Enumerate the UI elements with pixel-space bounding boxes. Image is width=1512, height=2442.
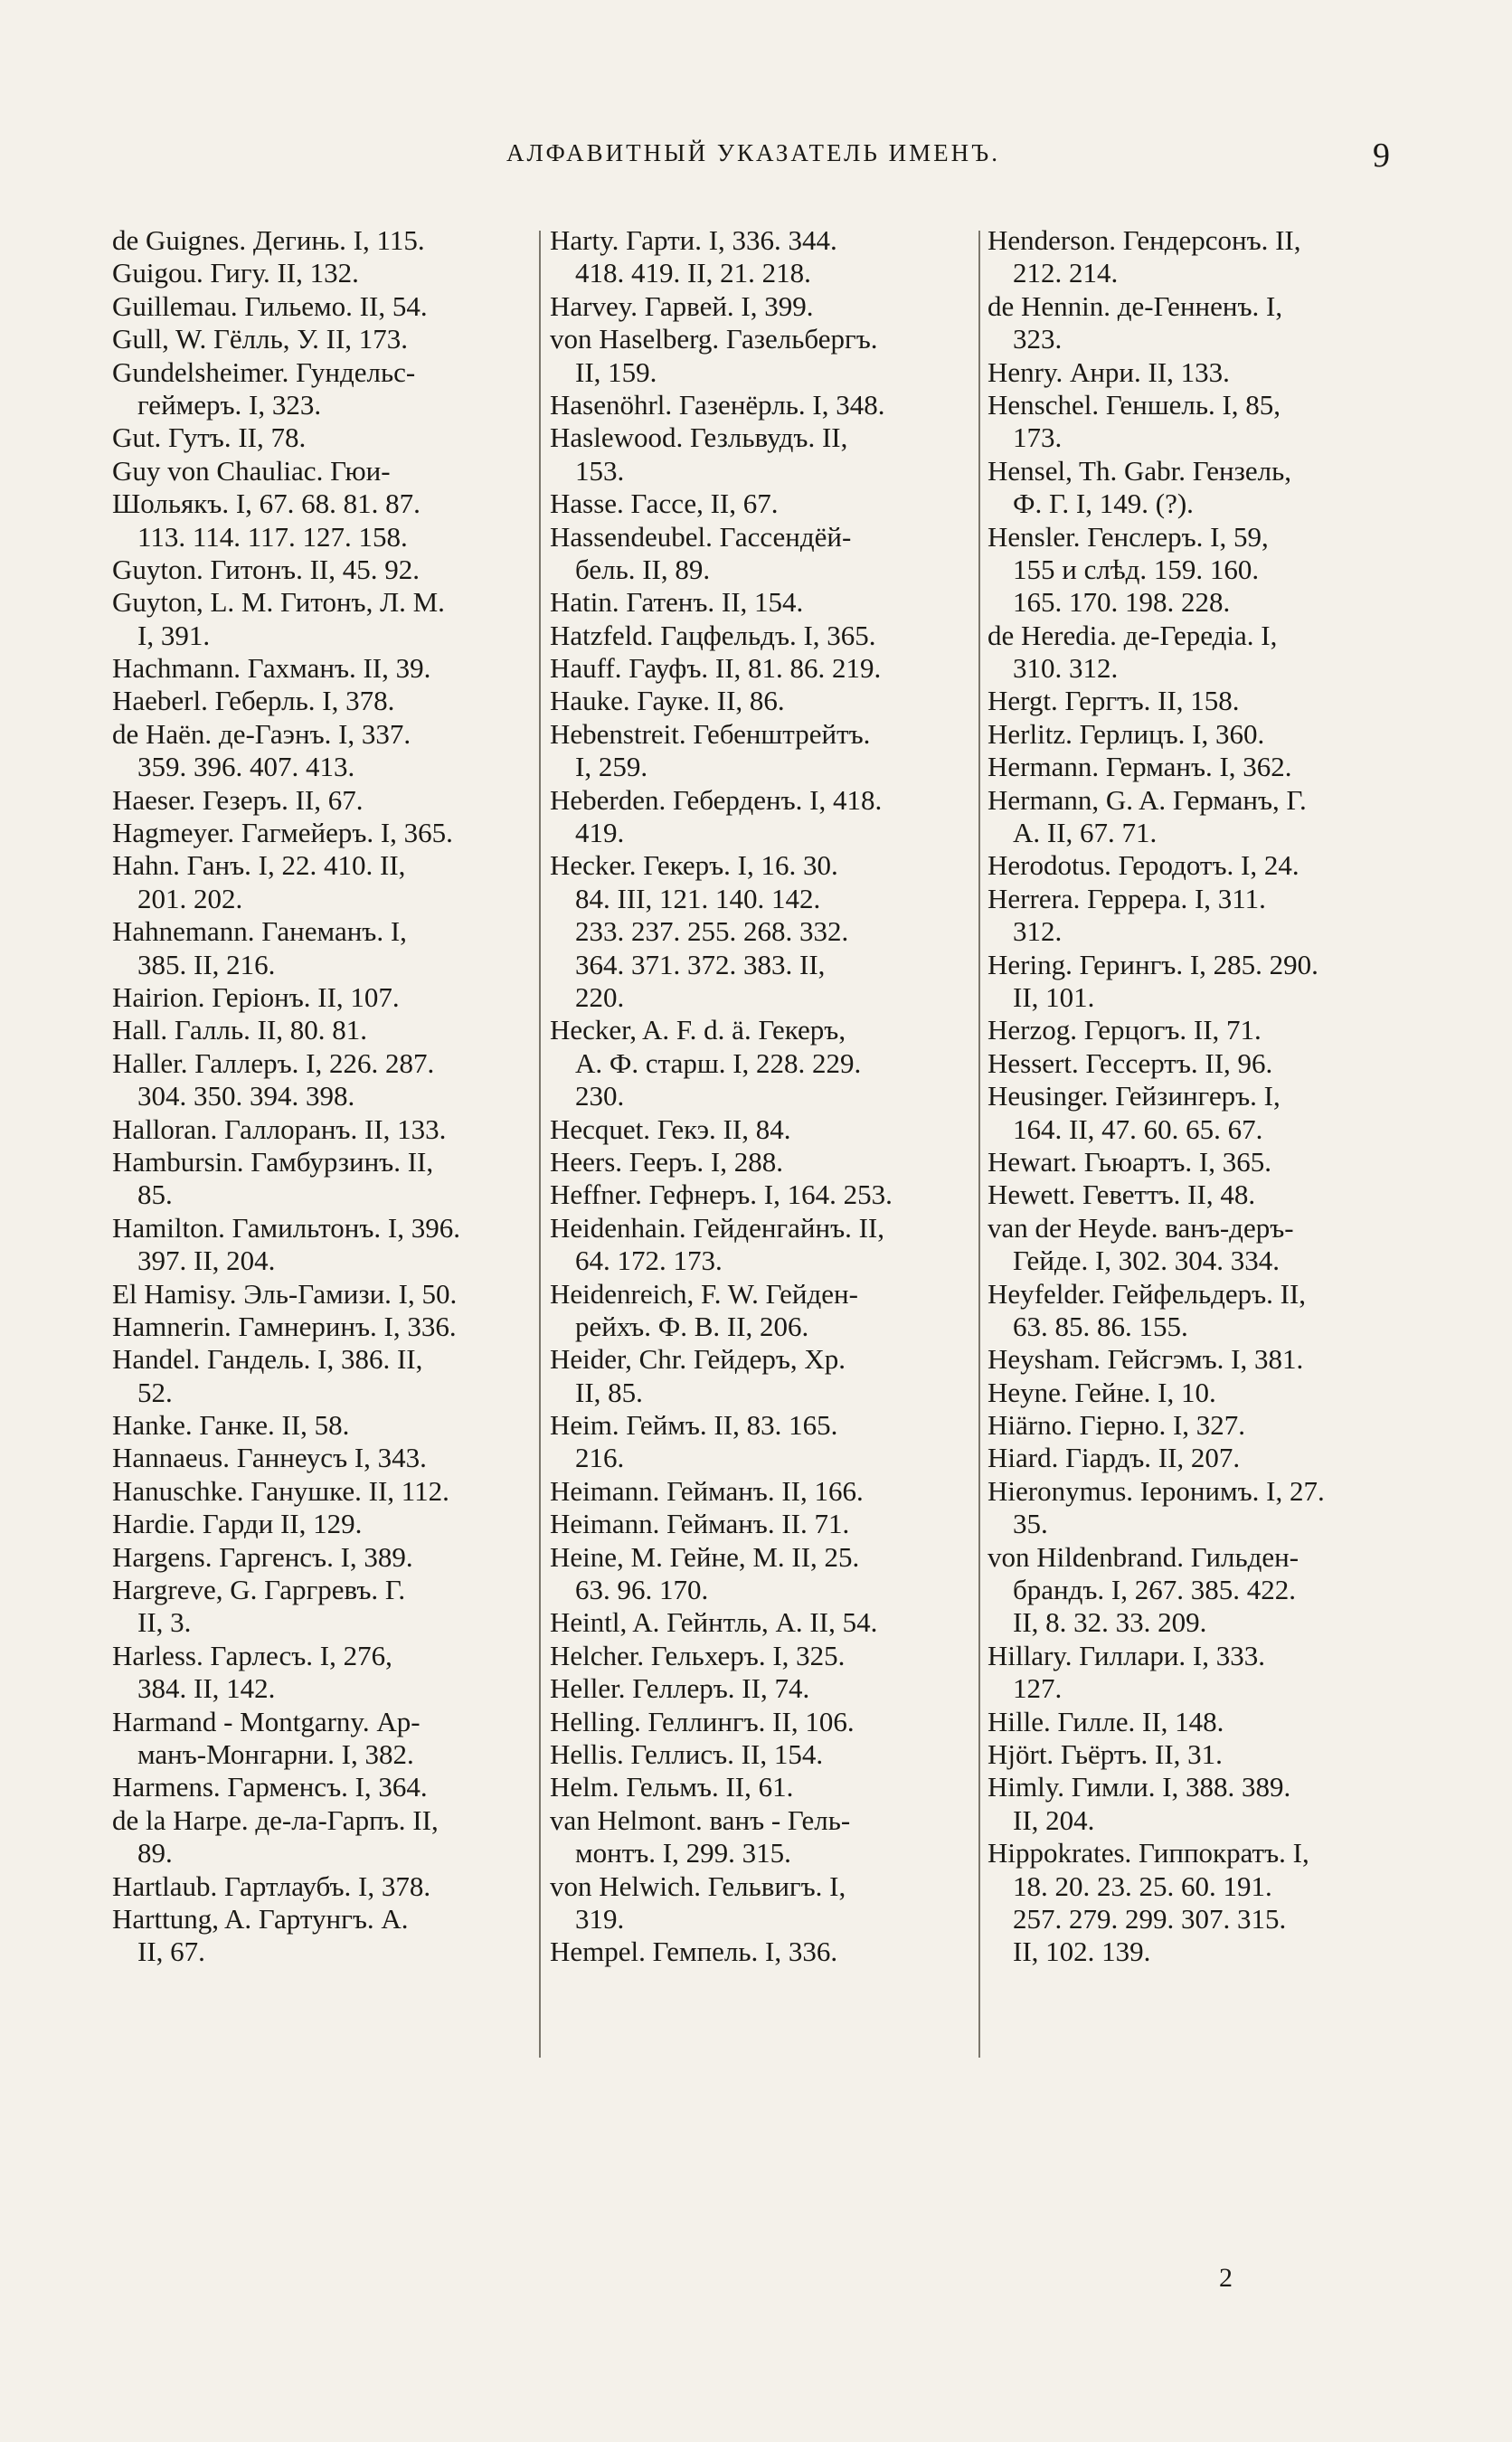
index-entry-continuation: 35. xyxy=(1013,1508,1048,1540)
index-entry-continuation: 323. xyxy=(1013,323,1063,355)
index-entry-continuation: 164. II, 47. 60. 65. 67. xyxy=(1013,1112,1263,1145)
column-rule xyxy=(978,231,980,2058)
index-entry-continuation: 63. 85. 86. 155. xyxy=(1013,1310,1188,1342)
index-entry-continuation: 359. 396. 407. 413. xyxy=(137,751,355,783)
index-entry: Herrera. Геррера. I, 311. xyxy=(988,882,1266,914)
index-entry: Hanuschke. Ганушке. II, 112. xyxy=(112,1474,449,1507)
index-entry: Hille. Гилле. II, 148. xyxy=(988,1705,1224,1737)
index-entry-continuation: 173. xyxy=(1013,421,1063,454)
index-entry-continuation: 257. 279. 299. 307. 315. xyxy=(1013,1902,1287,1935)
printer-signature-mark: 2 xyxy=(1219,2263,1233,2293)
index-entry: Hagmeyer. Гагмейеръ. I, 365. xyxy=(112,817,453,849)
index-entry: Hieronymus. Іеронимъ. I, 27. xyxy=(988,1474,1325,1507)
column-rule xyxy=(539,231,541,2058)
index-entry-continuation: 385. II, 216. xyxy=(137,948,276,980)
index-entry: Hjört. Гьёртъ. II, 31. xyxy=(988,1737,1223,1770)
index-entry-continuation: II, 204. xyxy=(1013,1803,1095,1836)
index-entry: Hasenöhrl. Газенёрль. I, 348. xyxy=(550,388,885,421)
index-entry: Hebenstreit. Гебенштрейтъ. xyxy=(550,717,871,750)
index-entry: Hecquet. Гекэ. II, 84. xyxy=(550,1112,791,1145)
index-entry: Hewart. Гьюартъ. I, 365. xyxy=(988,1145,1271,1178)
index-entry: Himly. Гимли. I, 388. 389. xyxy=(988,1771,1291,1803)
index-entry-continuation: II, 159. xyxy=(575,355,657,388)
index-entry: Gut. Гутъ. II, 78. xyxy=(112,421,307,454)
index-entry: Heyfelder. Гейфельдеръ. II, xyxy=(988,1277,1307,1310)
index-entry: Hellis. Геллисъ. II, 154. xyxy=(550,1737,824,1770)
index-entry: Harmand - Montgarny. Ар- xyxy=(112,1705,421,1737)
index-entry: Hessert. Гессертъ. II, 96. xyxy=(988,1046,1273,1079)
index-entry: Hargreve, G. Гаргревъ. Г. xyxy=(112,1574,406,1606)
index-entry-continuation: брандъ. I, 267. 385. 422. xyxy=(1013,1574,1296,1606)
index-entry: Heffner. Гефнеръ. I, 164. 253. xyxy=(550,1178,893,1211)
index-entry-continuation: 18. 20. 23. 25. 60. 191. xyxy=(1013,1869,1272,1902)
index-entry-continuation: II, 85. xyxy=(575,1376,643,1408)
index-entry: Hasse. Гассе, II, 67. xyxy=(550,487,779,520)
index-entry: Halloran. Галлоранъ. II, 133. xyxy=(112,1112,447,1145)
index-entry: de Haën. де-Гаэнъ. I, 337. xyxy=(112,717,411,750)
index-entry-continuation: 155 и слѣд. 159. 160. xyxy=(1013,553,1260,585)
index-entry: van der Heyde. ванъ-деръ- xyxy=(988,1211,1294,1244)
index-entry: Hiärno. Гіерно. I, 327. xyxy=(988,1409,1246,1442)
index-entry-continuation: 84. III, 121. 140. 142. xyxy=(575,882,821,914)
index-entry: de la Harpe. де-ла-Гарпъ. II, xyxy=(112,1803,439,1836)
index-entry: Guigou. Гигу. II, 132. xyxy=(112,257,359,289)
index-entry: van Helmont. ванъ - Гель- xyxy=(550,1803,851,1836)
index-entry: Hachmann. Гахманъ. II, 39. xyxy=(112,652,431,685)
index-entry: Hall. Галль. II, 80. 81. xyxy=(112,1014,368,1046)
index-entry: von Haselberg. Газельбергъ. xyxy=(550,323,878,355)
index-entry: Hamnerin. Гамнеринъ. I, 336. xyxy=(112,1310,457,1342)
index-column-1 xyxy=(112,224,537,1969)
index-entry: Harttung, A. Гартунгъ. А. xyxy=(112,1902,409,1935)
index-entry: Hippokrates. Гиппократъ. I, xyxy=(988,1837,1309,1869)
index-entry-continuation: рейхъ. Ф. В. II, 206. xyxy=(575,1310,809,1342)
index-entry: Henschel. Геншель. I, 85, xyxy=(988,388,1281,421)
page-number: 9 xyxy=(1373,137,1390,175)
index-entry: Heim. Геймъ. II, 83. 165. xyxy=(550,1409,838,1442)
index-entry: Heimann. Гейманъ. II. 71. xyxy=(550,1508,850,1540)
index-entry: Hergt. Гергтъ. II, 158. xyxy=(988,685,1240,717)
index-entry-continuation: 319. xyxy=(575,1902,625,1935)
index-entry: Hatin. Гатенъ. II, 154. xyxy=(550,586,804,619)
index-entry-continuation: II, 8. 32. 33. 209. xyxy=(1013,1606,1207,1639)
index-entry-continuation: А. II, 67. 71. xyxy=(1013,817,1158,849)
index-entry: Helling. Геллингъ. II, 106. xyxy=(550,1705,855,1737)
index-entry: Heysham. Гейсгэмъ. I, 381. xyxy=(988,1343,1304,1376)
index-entry: Heberden. Геберденъ. I, 418. xyxy=(550,783,883,816)
index-entry: Heintl, A. Гейнтль, А. II, 54. xyxy=(550,1606,878,1639)
index-entry: de Guignes. Дегинь. I, 115. xyxy=(112,224,425,256)
index-entry: Harless. Гарлесъ. I, 276, xyxy=(112,1639,392,1671)
index-entry: Hahnemann. Ганеманъ. I, xyxy=(112,915,407,948)
index-entry-continuation: 384. II, 142. xyxy=(137,1672,276,1705)
index-entry: Hahn. Ганъ. I, 22. 410. II, xyxy=(112,849,406,882)
page-header xyxy=(0,136,1512,190)
index-entry-continuation: А. Ф. старш. I, 228. 229. xyxy=(575,1046,862,1079)
index-entry: Hanke. Ганке. II, 58. xyxy=(112,1409,350,1442)
index-entry: de Heredia. де-Гередіа. I, xyxy=(988,619,1278,651)
index-entry-continuation: 64. 172. 173. xyxy=(575,1245,723,1277)
index-entry: Harty. Гарти. I, 336. 344. xyxy=(550,224,837,256)
index-entry: Helcher. Гельхеръ. I, 325. xyxy=(550,1639,846,1671)
index-entry: Hartlaub. Гартлаубъ. I, 378. xyxy=(112,1869,431,1902)
index-entry-continuation: 85. xyxy=(137,1178,173,1211)
index-entry: Guyton, L. M. Гитонъ, Л. М. xyxy=(112,586,445,619)
index-entry: Heider, Chr. Гейдеръ, Хр. xyxy=(550,1343,846,1376)
index-entry: Haller. Галлеръ. I, 226. 287. xyxy=(112,1046,435,1079)
index-entry: Gundelsheimer. Гундельс- xyxy=(112,355,416,388)
index-entry: Henry. Анри. II, 133. xyxy=(988,355,1230,388)
index-entry-continuation: манъ-Монгарни. I, 382. xyxy=(137,1737,414,1770)
index-entry-continuation: 63. 96. 170. xyxy=(575,1574,709,1606)
index-entry: Heimann. Гейманъ. II, 166. xyxy=(550,1474,864,1507)
index-entry: Hensel, Th. Gabr. Гензель, xyxy=(988,454,1291,487)
index-entry: Heers. Гееръ. I, 288. xyxy=(550,1145,783,1178)
index-entry: von Hildenbrand. Гильден- xyxy=(988,1540,1299,1573)
index-entry: Heine, M. Гейне, М. II, 25. xyxy=(550,1540,860,1573)
index-entry: Herzog. Герцогъ. II, 71. xyxy=(988,1014,1262,1046)
index-entry: Hensler. Генслеръ. I, 59, xyxy=(988,520,1269,553)
index-column-2 xyxy=(550,224,975,1969)
index-entry: Hatzfeld. Гацфельдъ. I, 365. xyxy=(550,619,876,651)
index-entry-continuation: 312. xyxy=(1013,915,1063,948)
index-entry: Henderson. Гендерсонъ. II, xyxy=(988,224,1301,256)
index-entry: Hillary. Гиллари. I, 333. xyxy=(988,1639,1265,1671)
index-entry-continuation: 153. xyxy=(575,454,625,487)
index-entry: Herodotus. Геродотъ. I, 24. xyxy=(988,849,1299,882)
index-entry-continuation: Ф. Г. I, 149. (?). xyxy=(1013,487,1194,520)
index-entry: Hannaeus. Ганнеусъ I, 343. xyxy=(112,1442,427,1474)
index-entry-continuation: 216. xyxy=(575,1442,625,1474)
index-entry: Hermann, G. A. Германъ, Г. xyxy=(988,783,1307,816)
index-entry: Hauke. Гауке. II, 86. xyxy=(550,685,785,717)
index-entry: Hermann. Германъ. I, 362. xyxy=(988,751,1292,783)
index-entry: Haslewood. Гезльвудъ. II, xyxy=(550,421,848,454)
index-entry: El Hamisy. Эль-Гамизи. I, 50. xyxy=(112,1277,458,1310)
index-column-3 xyxy=(988,224,1420,1969)
index-entry-continuation: I, 259. xyxy=(575,751,648,783)
index-entry-continuation: бель. II, 89. xyxy=(575,553,711,585)
index-entry-continuation: 52. xyxy=(137,1376,173,1408)
running-title: АЛФАВИТНЫЙ УКАЗАТЕЛЬ ИМЕНЪ. xyxy=(506,139,1000,166)
index-entry: Hauff. Гауфъ. II, 81. 86. 219. xyxy=(550,652,882,685)
index-entry-continuation: 220. xyxy=(575,980,625,1013)
index-entry-continuation: 304. 350. 394. 398. xyxy=(137,1080,355,1112)
index-entry: Hempel. Гемпель. I, 336. xyxy=(550,1936,838,1968)
index-entry-continuation: 233. 237. 255. 268. 332. xyxy=(575,915,849,948)
index-entry-continuation: 364. 371. 372. 383. II, xyxy=(575,948,826,980)
index-entry-continuation: 89. xyxy=(137,1837,173,1869)
index-entry: de Hennin. де-Генненъ. I, xyxy=(988,289,1283,322)
index-entry: Gull, W. Гёлль, У. II, 173. xyxy=(112,323,409,355)
index-entry-continuation: 310. 312. xyxy=(1013,652,1119,685)
index-entry: Hairion. Геріонъ. II, 107. xyxy=(112,980,400,1013)
index-entry: von Helwich. Гельвигъ. I, xyxy=(550,1869,846,1902)
index-entry: Hamilton. Гамильтонъ. I, 396. xyxy=(112,1211,460,1244)
index-entry-continuation: Гейде. I, 302. 304. 334. xyxy=(1013,1245,1280,1277)
index-entry: Harmens. Гарменсъ. I, 364. xyxy=(112,1771,428,1803)
index-entry-continuation: 418. 419. II, 21. 218. xyxy=(575,257,811,289)
index-entry: Haeser. Гезеръ. II, 67. xyxy=(112,783,364,816)
index-entry: Hambursin. Гамбурзинъ. II, xyxy=(112,1145,434,1178)
index-entry: Hecker. Гекеръ. I, 16. 30. xyxy=(550,849,838,882)
index-entry-continuation: 397. II, 204. xyxy=(137,1245,276,1277)
index-entry-continuation: II, 101. xyxy=(1013,980,1095,1013)
index-entry-continuation: монтъ. I, 299. 315. xyxy=(575,1837,791,1869)
index-entry: Guyton. Гитонъ. II, 45. 92. xyxy=(112,553,420,585)
index-entry: Guillemau. Гильемо. II, 54. xyxy=(112,289,428,322)
index-entry: Hargens. Гаргенсъ. I, 389. xyxy=(112,1540,413,1573)
index-entry-continuation: 419. xyxy=(575,817,625,849)
index-entry: Heusinger. Гейзингеръ. I, xyxy=(988,1080,1280,1112)
index-entry: Шольякъ. I, 67. 68. 81. 87. xyxy=(112,487,421,520)
index-entry: Hecker, A. F. d. ä. Гекеръ, xyxy=(550,1014,846,1046)
index-entry-continuation: II, 102. 139. xyxy=(1013,1936,1151,1968)
index-entry: Heidenhain. Гейденгайнъ. II, xyxy=(550,1211,885,1244)
index-entry: Helm. Гельмъ. II, 61. xyxy=(550,1771,794,1803)
index-entry: Guy von Chauliac. Гюи- xyxy=(112,454,391,487)
index-entry-continuation: 113. 114. 117. 127. 158. xyxy=(137,520,408,553)
index-entry-continuation: 212. 214. xyxy=(1013,257,1119,289)
index-entry-continuation: I, 391. xyxy=(137,619,211,651)
index-entry: Heller. Геллеръ. II, 74. xyxy=(550,1672,810,1705)
index-entry: Hardie. Гарди II, 129. xyxy=(112,1508,363,1540)
index-entry: Hiard. Гіардъ. II, 207. xyxy=(988,1442,1241,1474)
index-entry: Hering. Герингъ. I, 285. 290. xyxy=(988,948,1318,980)
index-entry: Hassendeubel. Гассендёй- xyxy=(550,520,852,553)
index-entry-continuation: геймеръ. I, 323. xyxy=(137,388,322,421)
index-entry: Harvey. Гарвей. I, 399. xyxy=(550,289,814,322)
index-entry: Hewett. Геветтъ. II, 48. xyxy=(988,1178,1256,1211)
index-entry: Herlitz. Герлицъ. I, 360. xyxy=(988,717,1265,750)
index-entry-continuation: II, 67. xyxy=(137,1936,205,1968)
index-entry: Heyne. Гейне. I, 10. xyxy=(988,1376,1216,1408)
index-entry-continuation: 230. xyxy=(575,1080,625,1112)
index-entry-continuation: 127. xyxy=(1013,1672,1063,1705)
index-entry: Handel. Гандель. I, 386. II, xyxy=(112,1343,423,1376)
index-entry: Haeberl. Геберль. I, 378. xyxy=(112,685,395,717)
index-entry-continuation: II, 3. xyxy=(137,1606,192,1639)
index-entry-continuation: 165. 170. 198. 228. xyxy=(1013,586,1231,619)
index-entry: Heidenreich, F. W. Гейден- xyxy=(550,1277,858,1310)
index-entry-continuation: 201. 202. xyxy=(137,882,243,914)
